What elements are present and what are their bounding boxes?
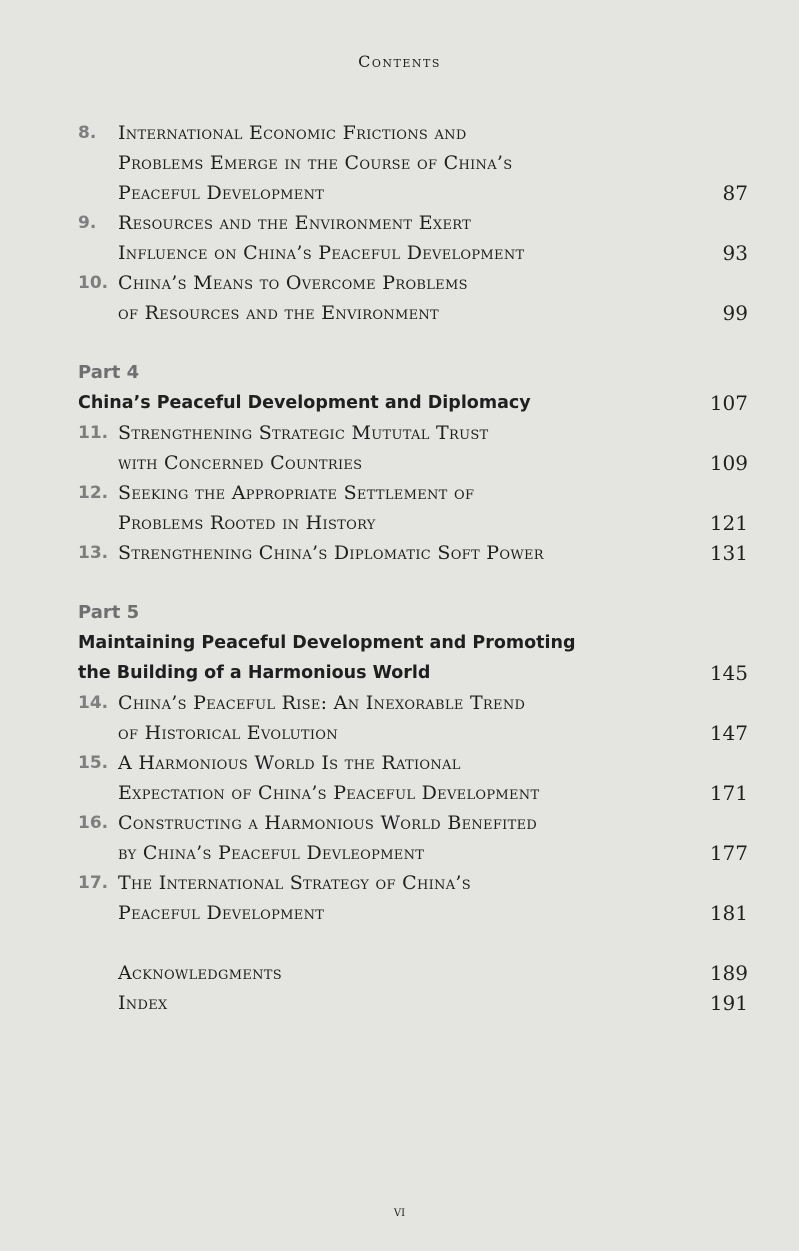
chapter-title-line: Peaceful Development [118, 902, 325, 924]
toc-entry-14 [78, 688, 748, 748]
toc-entry-9 [78, 208, 748, 268]
part-5-label: Part 5 [78, 602, 140, 623]
chapter-title-line: China’s Means to Overcome Problems [118, 272, 468, 294]
chapter-title-line: Strengthening Strategic Mututal Trust [118, 422, 489, 444]
toc-entry-11 [78, 418, 748, 478]
page-number: 145 [709, 661, 748, 685]
backmatter-title: Index [118, 992, 168, 1014]
backmatter-title: Acknowledgments [118, 962, 282, 984]
chapter-number: 8. [78, 123, 97, 143]
page-number: 181 [709, 901, 748, 925]
chapter-title-line: Peaceful Development [118, 182, 325, 204]
toc-entry-8 [78, 118, 748, 208]
chapter-title-line: Strengthening China’s Diplomatic Soft Power [118, 542, 544, 564]
page-number: 189 [709, 961, 748, 985]
chapter-number: 9. [78, 213, 97, 233]
chapter-title-line: Problems Emerge in the Course of China’s [118, 152, 513, 174]
page-number: 131 [709, 541, 748, 565]
chapter-title-line: of Historical Evolution [118, 722, 338, 744]
page-number: 121 [709, 511, 748, 535]
part-4-label: Part 4 [78, 362, 140, 383]
chapter-number: 17. [78, 873, 109, 893]
chapter-title-line: with Concerned Countries [118, 452, 363, 474]
chapter-number: 16. [78, 813, 109, 833]
table-of-contents [78, 118, 748, 1018]
chapter-title-line: Influence on China’s Peaceful Development [118, 242, 525, 264]
chapter-title-line: Resources and the Environment Exert [118, 212, 472, 234]
page-number: 147 [709, 721, 748, 745]
toc-entry-12 [78, 478, 748, 538]
folio-page-number: vi [393, 1204, 406, 1220]
chapter-title-line: Expectation of China’s Peaceful Development [118, 782, 540, 804]
chapter-number: 14. [78, 693, 109, 713]
page-number: 177 [709, 841, 748, 865]
running-header: Contents [358, 52, 441, 71]
toc-entry-17 [78, 868, 748, 928]
page-number: 87 [722, 181, 748, 205]
chapter-number: 10. [78, 273, 109, 293]
page-number: 107 [709, 391, 748, 415]
chapter-title-line: Seeking the Appropriate Settlement of [118, 482, 475, 504]
chapter-number: 11. [78, 423, 109, 443]
toc-entry-10 [78, 268, 748, 328]
chapter-title-line: International Economic Frictions and [118, 122, 467, 144]
toc-entry-15 [78, 748, 748, 808]
page-number: 93 [722, 241, 748, 265]
chapter-number: 13. [78, 543, 109, 563]
chapter-title-line: Problems Rooted in History [118, 512, 376, 534]
page-number: 171 [709, 781, 748, 805]
page-number: 191 [709, 991, 748, 1015]
chapter-title-line: by China’s Peaceful Devleopment [118, 842, 425, 864]
chapter-number: 15. [78, 753, 109, 773]
chapter-title-line: China’s Peaceful Rise: An Inexorable Trend [118, 692, 526, 714]
chapter-title-line: The International Strategy of China’s [118, 872, 471, 894]
chapter-number: 12. [78, 483, 109, 503]
part-4-title [78, 388, 748, 418]
chapter-title-line: Constructing a Harmonious World Benefited [118, 812, 538, 834]
part-5-title [78, 628, 748, 688]
page-number: 109 [709, 451, 748, 475]
toc-entry-13 [78, 538, 748, 568]
toc-entry-16 [78, 808, 748, 868]
chapter-title-line: A Harmonious World Is the Rational [118, 752, 461, 774]
toc-entry-acknowledgments [78, 958, 748, 988]
part-title-line: China’s Peaceful Development and Diplomacy [78, 393, 531, 413]
page-number: 99 [722, 301, 748, 325]
part-title-line: Maintaining Peaceful Development and Promoting [78, 633, 576, 653]
toc-entry-index [78, 988, 748, 1018]
chapter-title-line: of Resources and the Environment [118, 302, 439, 324]
part-title-line: the Building of a Harmonious World [78, 663, 431, 683]
